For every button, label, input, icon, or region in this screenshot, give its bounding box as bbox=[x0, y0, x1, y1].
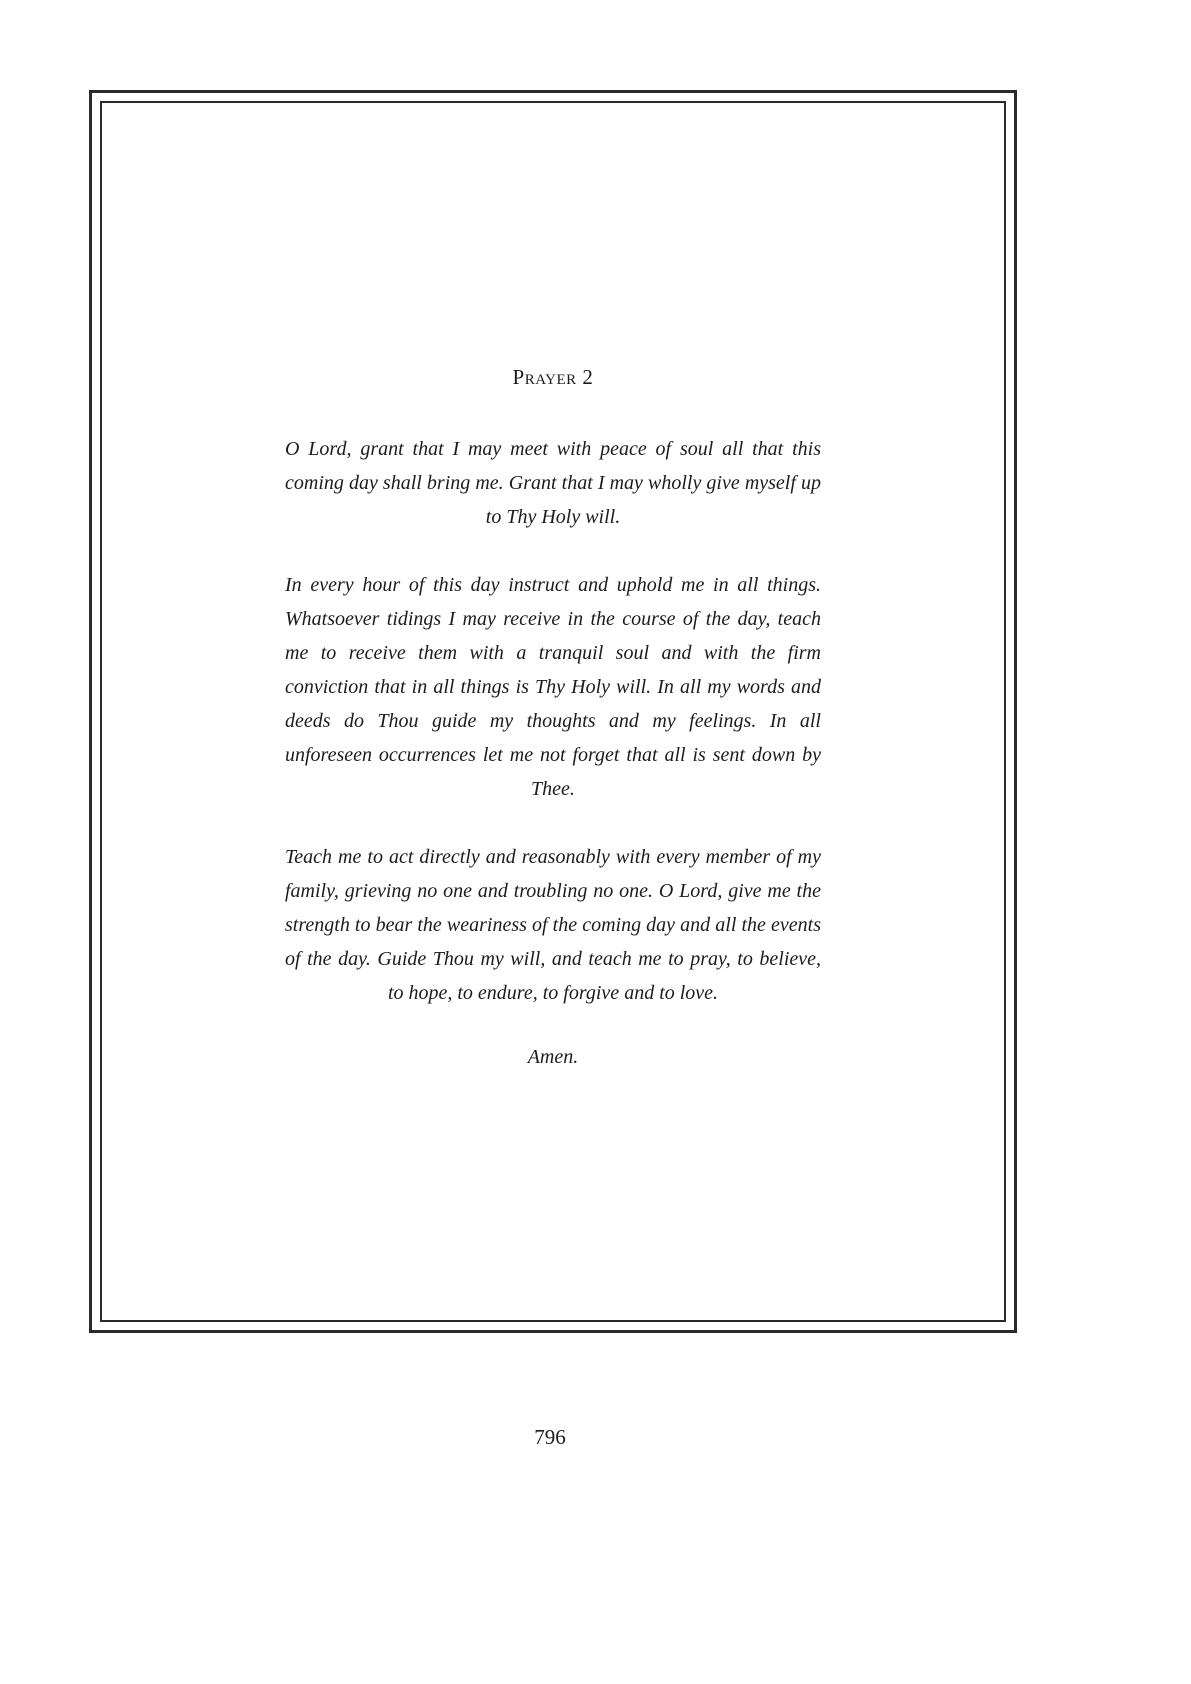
prayer-title: Prayer 2 bbox=[512, 365, 594, 389]
prayer-content bbox=[285, 360, 821, 1074]
prayer-paragraph-2: In every hour of this day instruct and uphold me in all things. Whatsoever tidings I may receive in the course of the day, teach me to receive them with a tranquil soul and with the firm conviction that in all things is Thy Holy will. In all my words and deeds do Thou guide my thoughts and my feelings. In all unforeseen occurrences let me not forget that all is sent down by Thee. bbox=[285, 574, 821, 800]
prayer-paragraph-3: Teach me to act directly and reasonably with every member of my family, grieving no one and troubling no one. O Lord, give me the strength to bear the weariness of the coming day and all the events of the day. Guide Thou my will, and teach me to pray, to believe, to hope, to endure, to forgive and to love. bbox=[285, 846, 821, 1004]
page-number: 796 bbox=[534, 1425, 566, 1449]
prayer-closing: Amen. bbox=[527, 1046, 579, 1068]
prayer-paragraph-1: O Lord, grant that I may meet with peace of soul all that this coming day shall bring me. Grant that I may wholly give myself up to Thy Holy will. bbox=[285, 438, 821, 528]
